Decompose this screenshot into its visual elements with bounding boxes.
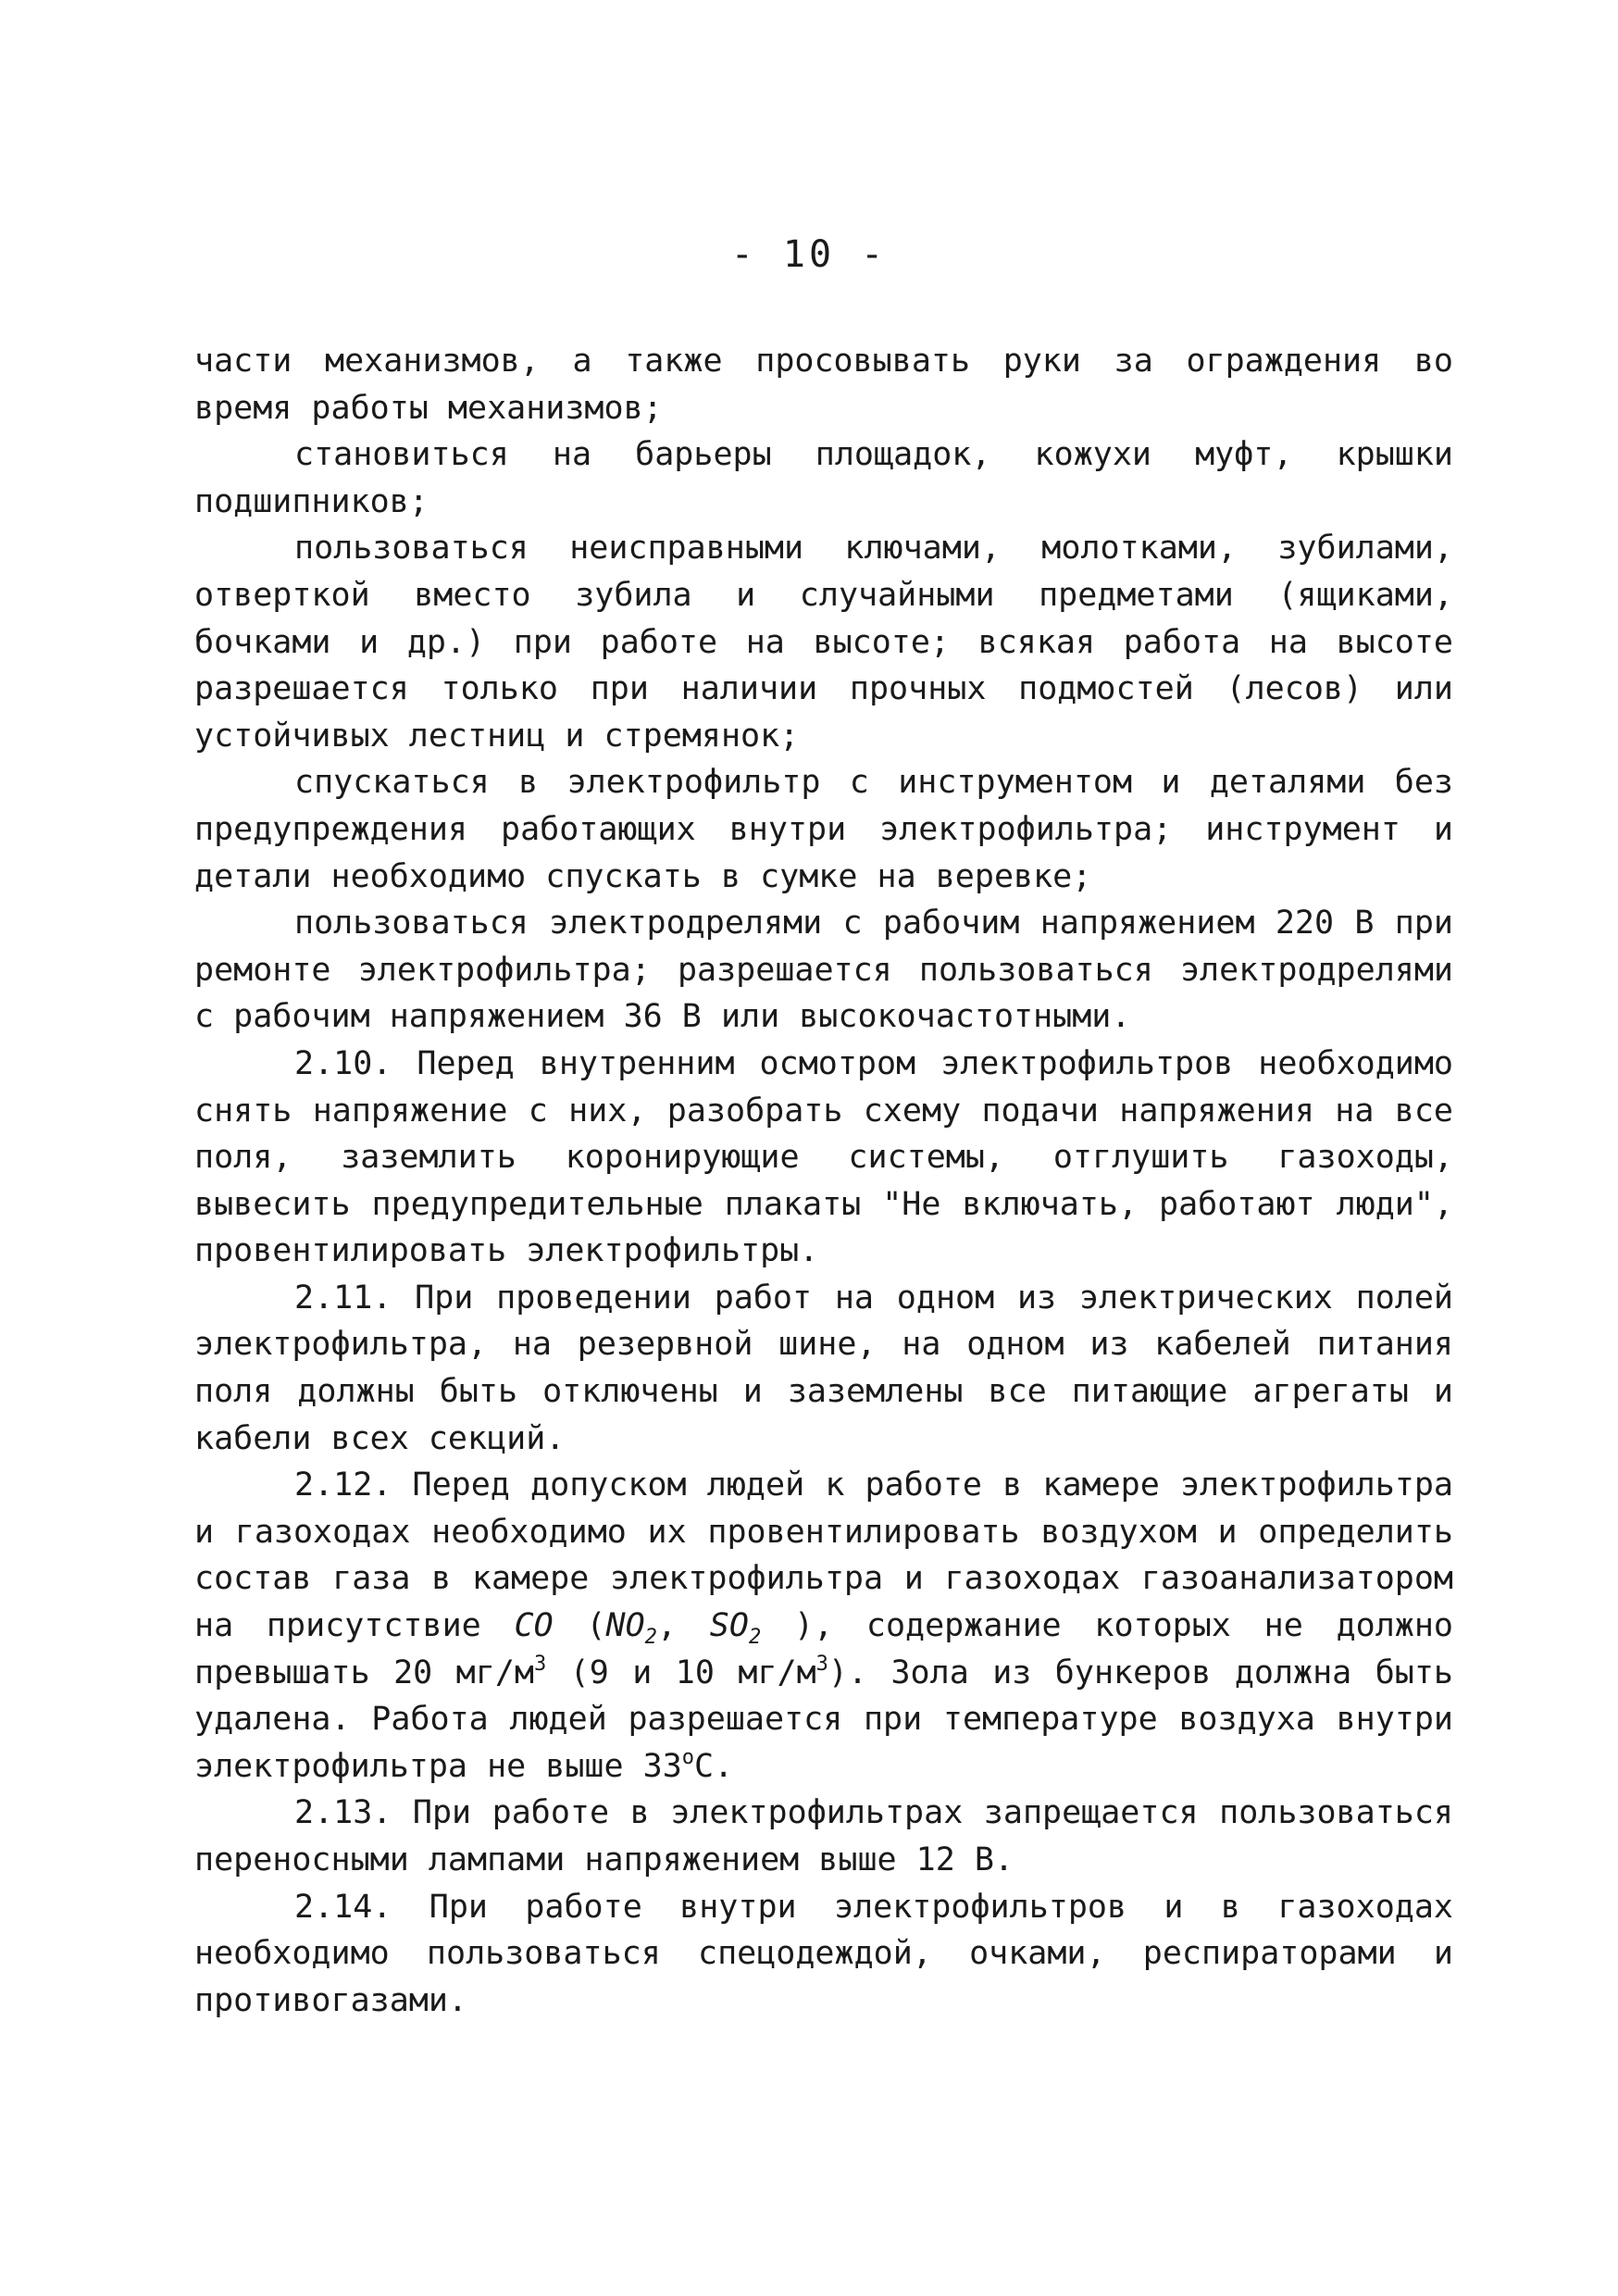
p212-mid-close: ). Зола из бункеров должна быть удалена. Работа людей разрешается при температуре воздуха внутри электрофильтра не выше 33 bbox=[194, 1653, 1453, 1785]
p212-open: ( bbox=[553, 1607, 606, 1645]
paragraph-drills: пользоваться электродрелями с рабочим напряжением 220 В при ремонте электрофильтра; разрешается пользоваться электродрелями с рабочим напряжением 36 В или высокочастотными. bbox=[194, 905, 1453, 1036]
p212-text-a: 2.12. Перед допуском людей к работе в камере электрофильтра и газоходах необходимо их провентилировать воздухом и определить состав газа в камере электрофильтра и газоходах газоанализатором на присутствие bbox=[194, 1466, 1453, 1645]
paragraph-2-12 bbox=[194, 1462, 1453, 1790]
formula-co: CO bbox=[514, 1607, 554, 1645]
paragraph-2-13: 2.13. При работе в электрофильтрах запрещается пользоваться переносными лампами напряжением выше 12 В. bbox=[194, 1794, 1453, 1878]
paragraph-2-14: 2.14. При работе внутри электрофильтров и в газоходах необходимо пользоваться спецодеждой, очками, респираторами и противогазами. bbox=[194, 1888, 1453, 2019]
paragraph-descent: спускаться в электрофильтр с инструментом и деталями без предупреждения работающих внутри электрофильтра; инструмент и детали необходимо спускать в сумке на веревке; bbox=[194, 764, 1453, 895]
p212-comma: , bbox=[656, 1607, 710, 1645]
body-text bbox=[194, 338, 1453, 2024]
paragraph-bearings: становиться на барьеры площадок, кожухи муфт, крышки подшипников; bbox=[194, 436, 1453, 520]
paragraph-2-11: 2.11. При проведении работ на одном из электрических полей электрофильтра, на резервной шине, на одном из кабелей питания поля должны быть отключены и заземлены все питающие агрегаты и кабели всех секций. bbox=[194, 1279, 1453, 1457]
p212-mid: (9 и 10 мг/м bbox=[546, 1653, 816, 1691]
page-number: - 10 - bbox=[730, 233, 888, 276]
p212-end: С. bbox=[694, 1747, 734, 1785]
p212-close: ), содержание которых не должно превышать 20 мг/м bbox=[194, 1607, 1454, 1691]
paragraph-continuation: части механизмов, а также просовывать руки за ограждения во время работы механизмов; bbox=[194, 343, 1453, 427]
paragraph-2-10: 2.10. Перед внутренним осмотром электрофильтров необходимо снять напряжение с них, разобрать схему подачи напряжения на все поля, заземлить коронирующие системы, отглушить газоходы, вывесить предупредительные плакаты "Не включать, работают люди", провентилировать электрофильтры. bbox=[194, 1044, 1453, 1270]
superscript-3b: 3 bbox=[815, 1652, 828, 1676]
formula-no2: $NO_2$ bbox=[605, 1607, 657, 1650]
superscript-3: 3 bbox=[533, 1652, 547, 1676]
formula-so2: $SO_2$ bbox=[709, 1607, 762, 1650]
paragraph-tools: пользоваться неисправными ключами, молотками, зубилами, отверткой вместо зубила и случайными предметами (ящиками, бочками и др.) при работе на высоте; всякая работа на высоте разрешается только при наличии прочных подмостей (лесов) или устойчивых лестниц и стремянок; bbox=[194, 530, 1453, 755]
degree-sign: о bbox=[681, 1745, 695, 1769]
